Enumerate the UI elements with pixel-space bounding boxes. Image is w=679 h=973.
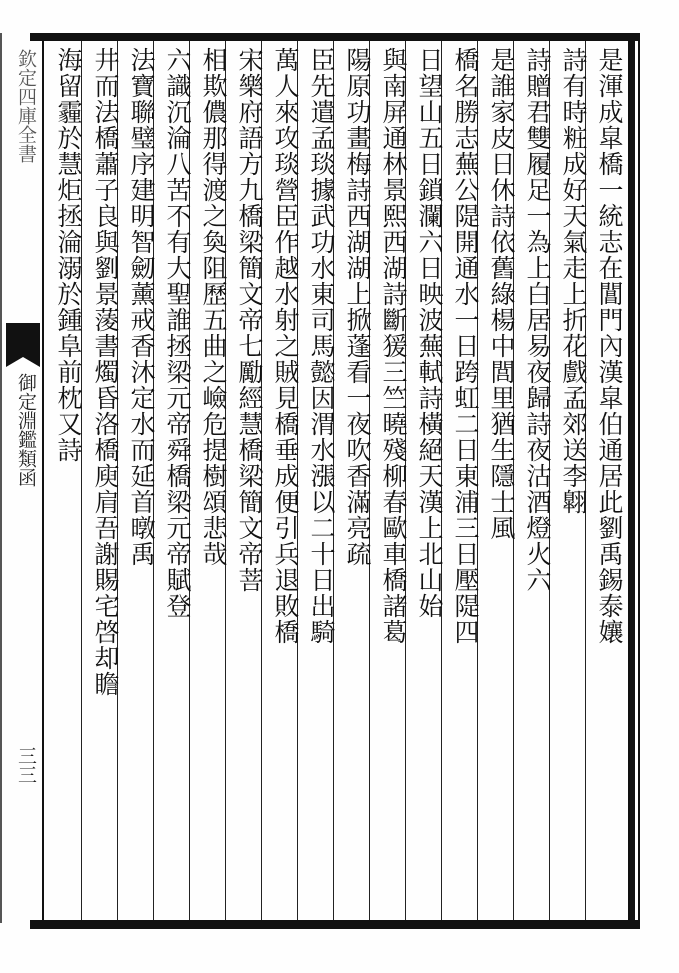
right-border-rule [628,33,635,929]
left-edge-line [0,33,2,923]
text-column: 詩有時粧成好天氣走上折花戲孟郊送李翺 [559,47,588,515]
top-border-rule [30,33,640,41]
text-column: 日望山五日鎖瀾六日映波蕪軾詩橫絕天漢上北山始 [415,47,444,619]
text-column: 詩贈君雙履足一為上白居易夜歸詩夜沽酒燈火六 [523,47,552,593]
text-column: 法寶聯璧序建明智劒薰戒香沐定水而延首暾禹 [127,47,156,567]
margin-book-title: 御定淵鑑類函 [15,373,37,487]
text-column: 與南屏通林景熙西湖詩斷猨三竺曉殘柳春歐車橋諸葛 [379,47,408,645]
text-column: 相欺儂那得渡之奐阻歷五曲之嶮危提樹頌悲哉 [199,47,228,567]
main-text-block [44,41,628,920]
fishtail-mark-icon [6,323,40,367]
text-column: 是誰家皮日休詩依舊綠楊中閭里猶生隱士風 [487,47,516,541]
text-column: 陽原功畫梅詩西湖湖上掀蓬看一夜吹香滿亮疏 [343,47,372,567]
margin-page-number: 三三 [15,746,37,784]
text-column: 宋樂府語方九橋梁簡文帝七勵經慧橋梁簡文帝菩 [235,47,264,593]
text-column: 六識沉淪八苦不有大聖誰拯梁元帝舜橋梁元帝賦登 [163,47,192,619]
text-column: 是渾成皐橋一統志在閶門內漢皐伯通居此劉禹錫泰孃 [595,47,624,645]
right-border-thin-rule [638,33,640,929]
text-column: 臣先遣孟琰據武功水東司馬懿因渭水漲以二十日出騎 [307,47,336,645]
center-margin-strip [6,41,40,920]
margin-series-title: 欽定四庫全書 [15,49,37,163]
text-column: 海留霾於慧炬拯淪溺於鍾阜前枕又詩 [54,47,83,463]
text-column: 萬人來攻琰營臣作越水射之賊見橋垂成便引兵退敗橋 [271,47,300,645]
bottom-border-rule [30,920,640,929]
text-column: 橋名勝志蕪公隄開通水一日跨虹二日東浦三日壓隄四 [451,47,480,645]
text-column: 井而法橋蕭子良與劉景蔆書燭昏洛橋庾肩吾謝賜宅啓却瞻 [91,47,120,697]
